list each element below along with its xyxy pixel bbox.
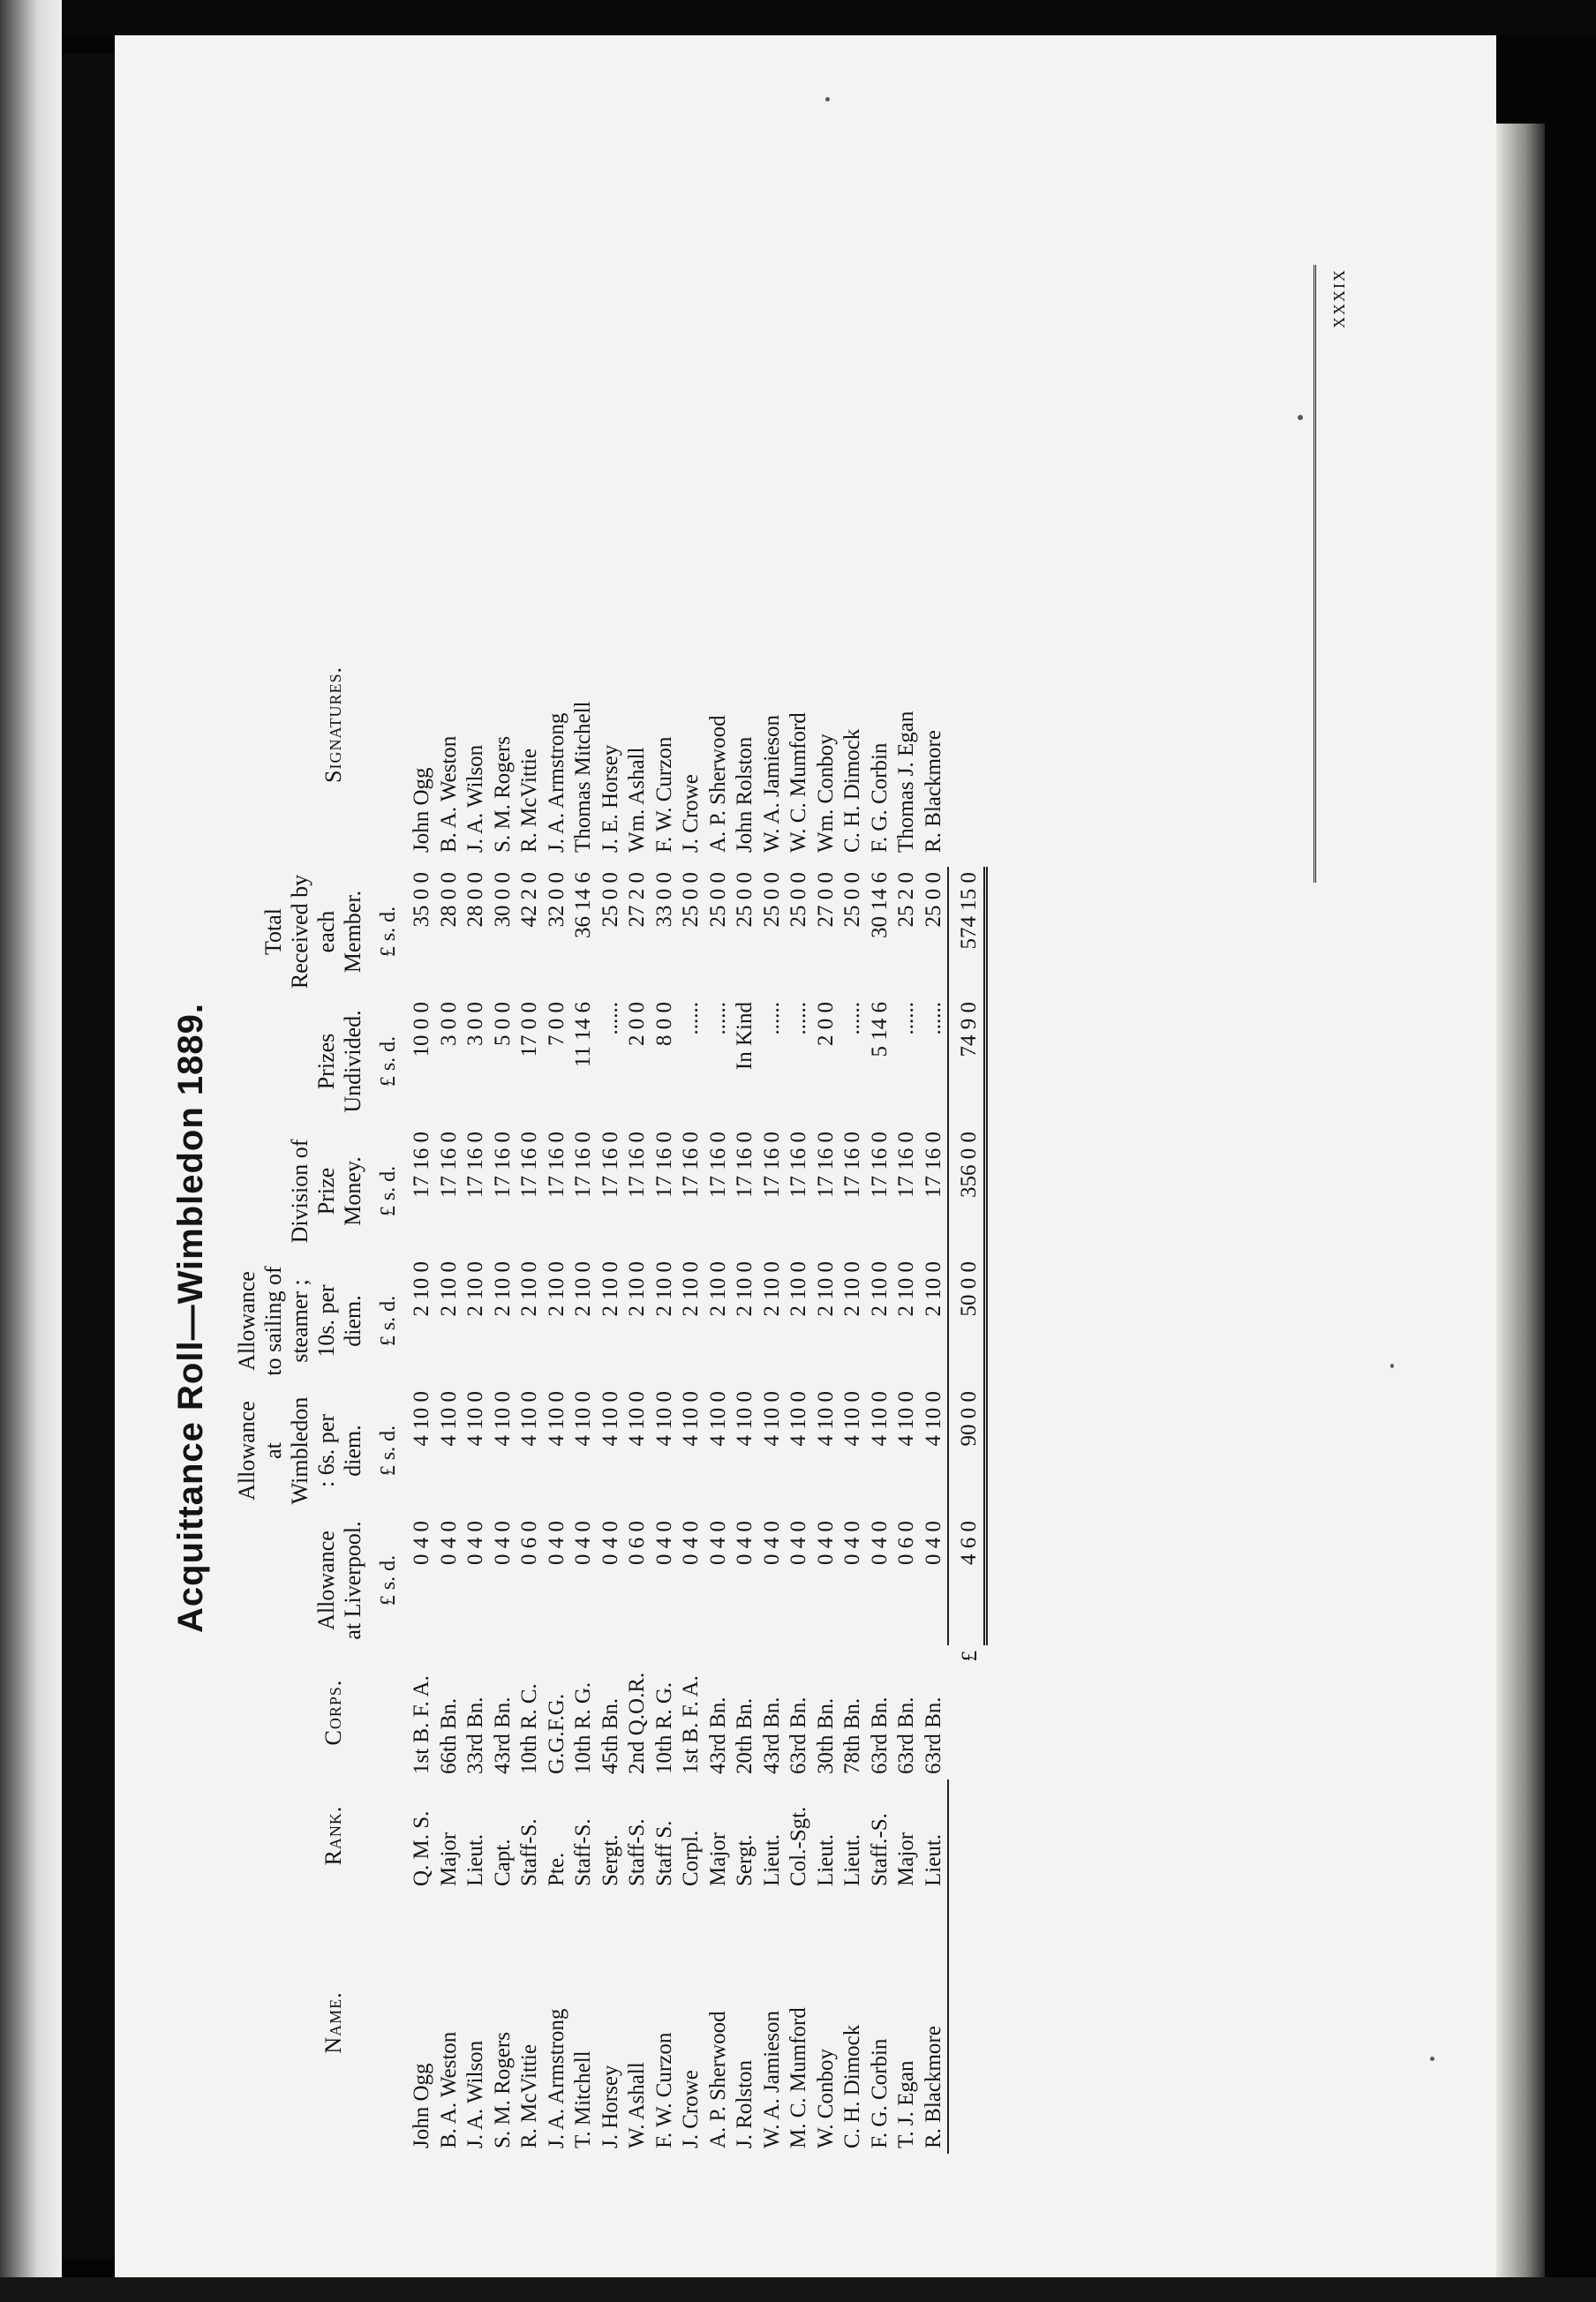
roll-corps: 43rd Bn.: [759, 1696, 784, 1774]
allowance-wimbledon: 4 10 0: [759, 1391, 784, 1447]
total-sailing: 50 0 0: [948, 1256, 985, 1386]
roll-rank: Q. M. S.: [410, 1810, 433, 1886]
header-prizes-undivided: Prizes Undivided. £ s. d.: [313, 1010, 400, 1113]
allowance-liverpool: 0 4 0: [867, 1521, 892, 1565]
signature: F. W. Curzon: [651, 736, 676, 853]
roll-corps: G.G.F.G.: [544, 1693, 568, 1774]
header-rule: [1314, 265, 1316, 883]
scan-top-border: [0, 0, 1596, 35]
prizes-undivided: 10 0 0: [410, 1002, 433, 1057]
roll-name: W. Ashall: [625, 2062, 649, 2148]
total-received: 25 0 0: [759, 872, 784, 928]
scan-speck: [1430, 2057, 1434, 2061]
table-row: [436, 583, 463, 2154]
allowance-liverpool: 0 4 0: [490, 1521, 515, 1565]
roll-name: F. G. Corbin: [867, 2038, 892, 2148]
allowance-wimbledon: 4 10 0: [787, 1391, 810, 1447]
roll-name: John Ogg: [410, 2063, 433, 2148]
roll-rank: Sergt.: [733, 1834, 757, 1886]
total-received: 28 0 0: [436, 872, 461, 928]
roll-name: W. Conboy: [813, 2049, 838, 2148]
roll-corps: 10th R. C.: [517, 1683, 541, 1774]
allowance-wimbledon: 4 10 0: [598, 1391, 622, 1447]
roll-rank: Major: [705, 1832, 730, 1886]
prizes-undivided: ......: [705, 1002, 730, 1035]
allowance-sailing: 2 10 0: [921, 1261, 945, 1317]
prize-division: 17 16 0: [894, 1132, 918, 1198]
prizes-undivided: 11 14 6: [571, 1002, 595, 1068]
roll-rank: Lieut.: [759, 1833, 784, 1886]
scan-bottom-border: [0, 2277, 1596, 2302]
allowance-wimbledon: 4 10 0: [867, 1391, 892, 1447]
allowance-liverpool: 0 4 0: [840, 1521, 864, 1565]
prize-division: 17 16 0: [679, 1132, 703, 1198]
header-corps: Corps.: [320, 1679, 346, 1746]
total-received: 25 0 0: [840, 872, 864, 928]
roll-name: J. Horsey: [598, 2065, 622, 2148]
total-received: 28 0 0: [463, 872, 487, 928]
allowance-liverpool: 0 4 0: [463, 1521, 487, 1565]
table-row: [544, 583, 571, 2154]
allowance-sailing: 2 10 0: [894, 1261, 918, 1317]
total-received: 32 0 0: [544, 872, 568, 928]
allowance-liverpool: 0 4 0: [813, 1521, 838, 1565]
table-row: [409, 583, 436, 2154]
roll-rank: Lieut.: [463, 1833, 487, 1886]
roll-name: W. A. Jamieson: [759, 2010, 784, 2148]
header-signatures: Signatures.: [320, 666, 346, 783]
table-row: [813, 583, 840, 2154]
allowance-liverpool: 0 4 0: [544, 1521, 568, 1565]
prizes-undivided: 3 0 0: [463, 1002, 487, 1046]
total-received: 36 14 6: [571, 872, 595, 938]
roll-corps: 63rd Bn.: [867, 1696, 892, 1774]
roll-corps: 63rd Bn.: [922, 1696, 945, 1774]
allowance-wimbledon: 4 10 0: [813, 1391, 838, 1447]
prize-division: 17 16 0: [733, 1132, 757, 1198]
signature: J. A. Armstrong: [544, 712, 568, 853]
prize-division: 17 16 0: [544, 1132, 568, 1198]
allowance-liverpool: 0 4 0: [787, 1521, 810, 1565]
roll-corps: 1st B. F. A.: [679, 1675, 703, 1774]
allowance-sailing: 2 10 0: [733, 1261, 757, 1317]
total-received: 30 14 6: [867, 872, 892, 938]
prize-division: 17 16 0: [517, 1132, 541, 1198]
total-prizes-undivided: 74 9 0: [948, 997, 985, 1126]
allowance-wimbledon: 4 10 0: [517, 1391, 541, 1447]
allowance-sailing: 2 10 0: [463, 1261, 487, 1317]
roll-name: F. W. Curzon: [651, 2032, 676, 2148]
header-sailing: Allowance to sailing of steamer ; 10s. per diem. £ s. d.: [234, 1266, 400, 1376]
allowance-liverpool: 0 4 0: [679, 1521, 703, 1565]
roll-rank: Col.-Sgt.: [787, 1806, 810, 1886]
allowance-sailing: 2 10 0: [759, 1261, 784, 1317]
allowance-liverpool: 0 4 0: [651, 1521, 676, 1565]
prizes-undivided: ......: [787, 1002, 810, 1035]
table-row: [839, 583, 867, 2154]
roll-name: T. Mitchell: [571, 2050, 595, 2148]
roll-name: B. A. Weston: [436, 2031, 461, 2148]
document-title: Acquittance Roll—Wimbledon 1889.: [171, 1003, 210, 1633]
allowance-sailing: 2 10 0: [867, 1261, 892, 1317]
roll-name: A. P. Sherwood: [705, 2011, 730, 2148]
signature: John Ogg: [410, 767, 433, 853]
page-number: xxxix: [1324, 268, 1350, 328]
roll-corps: 43rd Bn.: [705, 1696, 730, 1774]
signature: R. Blackmore: [922, 730, 945, 853]
roll-corps: 20th Bn.: [733, 1697, 757, 1774]
total-received: 25 0 0: [733, 872, 757, 928]
prizes-undivided: 3 0 0: [436, 1002, 461, 1046]
signature: J. Crowe: [679, 774, 703, 853]
allowance-liverpool: 0 4 0: [598, 1521, 622, 1565]
allowance-sailing: 2 10 0: [840, 1261, 864, 1317]
scan-speck: [825, 97, 830, 102]
totals-blank: [948, 583, 985, 867]
header-liverpool: Allowance at Liverpool. £ s. d.: [313, 1521, 400, 1640]
roll-name: S. M. Rogers: [490, 2032, 515, 2148]
prizes-undivided: 8 0 0: [651, 1002, 676, 1046]
roll-rank: Pte.: [544, 1852, 568, 1886]
acquittance-table: [234, 583, 988, 2154]
allowance-liverpool: 0 6 0: [517, 1521, 541, 1565]
roll-name: M. C. Mumford: [787, 2007, 810, 2148]
roll-name: J. Rolston: [733, 2059, 757, 2148]
roll-corps: 63rd Bn.: [787, 1696, 810, 1774]
allowance-wimbledon: 4 10 0: [410, 1391, 433, 1447]
signature: Wm. Ashall: [625, 747, 649, 853]
total-wimbledon: 90 0 0: [948, 1386, 985, 1516]
total-received: 42 2 0: [517, 872, 541, 928]
signature: J. E. Horsey: [598, 744, 622, 853]
table-row: [786, 583, 813, 2154]
roll-corps: 10th R. G.: [651, 1681, 676, 1774]
roll-corps: 2nd Q.O.R.: [625, 1672, 649, 1774]
prizes-undivided: ......: [679, 1002, 703, 1035]
allowance-wimbledon: 4 10 0: [463, 1391, 487, 1447]
totals-blank: [948, 1779, 985, 1892]
total-prize-division: 356 0 0: [948, 1126, 985, 1256]
table-row: [516, 583, 544, 2154]
roll-corps: 1st B. F. A.: [410, 1675, 433, 1774]
table-row: [732, 583, 759, 2154]
signature: W. A. Jamieson: [759, 714, 784, 853]
allowance-wimbledon: 4 10 0: [436, 1391, 461, 1447]
table-body: [409, 583, 948, 2154]
prize-division: 17 16 0: [651, 1132, 676, 1198]
prizes-undivided: ......: [598, 1002, 622, 1035]
roll-name: R. McVittie: [517, 2044, 541, 2148]
prizes-undivided: ......: [921, 1002, 945, 1035]
total-received: 25 0 0: [921, 872, 945, 928]
prize-division: 17 16 0: [759, 1132, 784, 1198]
rotated-document: [150, 265, 1368, 2163]
total-received: 30 0 0: [490, 872, 515, 928]
signature: R. McVittie: [517, 749, 541, 853]
prize-division: 17 16 0: [598, 1132, 622, 1198]
signature: Thomas J. Egan: [894, 711, 918, 853]
prize-division: 17 16 0: [410, 1132, 433, 1198]
prizes-undivided: ......: [894, 1002, 918, 1035]
table-row: [705, 583, 733, 2154]
header-prize-division: Division of Prize Money. £ s. d.: [287, 1139, 400, 1244]
header-total: Total Received by each Member. £ s. d.: [260, 874, 400, 989]
roll-corps: 10th R. G.: [571, 1681, 595, 1774]
roll-rank: Major: [436, 1832, 461, 1886]
total-received: 25 0 0: [598, 872, 622, 928]
signature: F. G. Corbin: [867, 742, 892, 853]
table-row: [624, 583, 651, 2154]
prizes-undivided: 5 14 6: [867, 1002, 892, 1057]
header-name: Name.: [320, 1991, 346, 2054]
roll-name: J. A. Armstrong: [544, 2008, 568, 2148]
table-row: [678, 583, 705, 2154]
totals-currency: £: [957, 1651, 982, 1662]
table-row: [570, 583, 598, 2154]
prizes-undivided: 2 0 0: [813, 1002, 838, 1046]
roll-rank: Corpl.: [679, 1830, 703, 1886]
table-row: [490, 583, 517, 2154]
allowance-sailing: 2 10 0: [410, 1261, 433, 1317]
allowance-sailing: 2 10 0: [625, 1261, 649, 1317]
total-received: 25 0 0: [679, 872, 703, 928]
allowance-sailing: 2 10 0: [787, 1261, 810, 1317]
allowance-wimbledon: 4 10 0: [733, 1391, 757, 1447]
signature: Thomas Mitchell: [571, 701, 595, 853]
prizes-undivided: ......: [840, 1002, 864, 1035]
allowance-liverpool: 0 4 0: [571, 1521, 595, 1565]
allowance-wimbledon: 4 10 0: [894, 1391, 918, 1447]
roll-rank: Sergt.: [598, 1834, 622, 1886]
signature: B. A. Weston: [436, 735, 461, 853]
prize-division: 17 16 0: [490, 1132, 515, 1198]
signature: John Rolston: [733, 736, 757, 853]
roll-corps: 33rd Bn.: [463, 1696, 487, 1774]
total-received: 35 0 0: [410, 872, 433, 928]
allowance-sailing: 2 10 0: [436, 1261, 461, 1317]
roll-rank: Staff-S.: [571, 1818, 595, 1886]
allowance-liverpool: 0 4 0: [733, 1521, 757, 1565]
roll-corps: 66th Bn.: [436, 1697, 461, 1774]
prize-division: 17 16 0: [787, 1132, 810, 1198]
roll-corps: 45th Bn.: [598, 1697, 622, 1774]
total-received: 574 15 0: [948, 867, 985, 997]
allowance-liverpool: 0 4 0: [705, 1521, 730, 1565]
roll-rank: Staff S.: [651, 1820, 676, 1886]
allowance-wimbledon: 4 10 0: [679, 1391, 703, 1447]
roll-rank: Capt.: [490, 1839, 515, 1886]
totals-row: [948, 583, 985, 2154]
total-received: 25 2 0: [894, 872, 918, 928]
roll-corps: 78th Bn.: [840, 1697, 864, 1774]
allowance-liverpool: 0 4 0: [436, 1521, 461, 1565]
allowance-liverpool: 0 4 0: [410, 1521, 433, 1565]
allowance-sailing: 2 10 0: [679, 1261, 703, 1317]
total-received: 27 2 0: [625, 872, 649, 928]
prizes-undivided: 7 0 0: [544, 1002, 568, 1046]
prize-division: 17 16 0: [625, 1132, 649, 1198]
total-received: 25 0 0: [705, 872, 730, 928]
roll-rank: Lieut.: [840, 1833, 864, 1886]
allowance-wimbledon: 4 10 0: [544, 1391, 568, 1447]
allowance-sailing: 2 10 0: [517, 1261, 541, 1317]
allowance-sailing: 2 10 0: [544, 1261, 568, 1317]
allowance-sailing: 2 10 0: [705, 1261, 730, 1317]
table-row: [598, 583, 625, 2154]
header-wimbledon: Allowance at Wimbledon : 6s. per diem. £ s. d.: [234, 1396, 400, 1505]
prizes-undivided: In Kind: [733, 1002, 757, 1071]
signature: Wm. Conboy: [813, 733, 838, 853]
roll-rank: Staff.-S.: [867, 1813, 892, 1886]
prize-division: 17 16 0: [921, 1132, 945, 1198]
scan-speck: [1390, 1364, 1394, 1368]
total-received: 33 0 0: [651, 872, 676, 928]
facing-page-edge: [0, 0, 62, 2302]
signature: W. C. Mumford: [787, 712, 810, 853]
allowance-wimbledon: 4 10 0: [705, 1391, 730, 1447]
allowance-liverpool: 0 6 0: [894, 1521, 918, 1565]
prize-division: 17 16 0: [463, 1132, 487, 1198]
prize-division: 17 16 0: [436, 1132, 461, 1198]
page-fore-edge: [1496, 124, 1545, 2302]
prizes-undivided: 2 0 0: [625, 1002, 649, 1046]
allowance-sailing: 2 10 0: [598, 1261, 622, 1317]
allowance-liverpool: 0 4 0: [759, 1521, 784, 1565]
total-liverpool: 4 6 0: [948, 1516, 985, 1645]
roll-name: C. H. Dimock: [840, 2024, 864, 2148]
roll-rank: Lieut.: [813, 1833, 838, 1886]
signature: C. H. Dimock: [840, 728, 864, 853]
table-row: [463, 583, 490, 2154]
prize-division: 17 16 0: [571, 1132, 595, 1198]
prize-division: 17 16 0: [867, 1132, 892, 1198]
allowance-wimbledon: 4 10 0: [840, 1391, 864, 1447]
prize-division: 17 16 0: [840, 1132, 864, 1198]
allowance-sailing: 2 10 0: [651, 1261, 676, 1317]
roll-rank: Staff-S.: [517, 1818, 541, 1886]
roll-name: R. Blackmore: [921, 2026, 945, 2148]
allowance-sailing: 2 10 0: [490, 1261, 515, 1317]
roll-name: T. J. Egan: [894, 2060, 918, 2148]
allowance-wimbledon: 4 10 0: [625, 1391, 649, 1447]
prizes-undivided: ......: [759, 1002, 784, 1035]
signature: S. M. Rogers: [490, 736, 515, 853]
allowance-wimbledon: 4 10 0: [490, 1391, 515, 1447]
total-received: 25 0 0: [787, 872, 810, 928]
allowance-sailing: 2 10 0: [571, 1261, 595, 1317]
roll-corps: 30th Bn.: [813, 1697, 838, 1774]
roll-name: J. A. Wilson: [463, 2040, 487, 2148]
allowance-liverpool: 0 6 0: [625, 1521, 649, 1565]
table-row: [867, 583, 894, 2154]
prize-division: 17 16 0: [705, 1132, 730, 1198]
roll-rank: Lieut.: [921, 1833, 945, 1886]
header-rank: Rank.: [320, 1805, 346, 1866]
allowance-wimbledon: 4 10 0: [571, 1391, 595, 1447]
totals-blank: [948, 1892, 985, 2154]
signature: J. A. Wilson: [463, 744, 487, 853]
table-row: [921, 583, 949, 2154]
allowance-sailing: 2 10 0: [813, 1261, 838, 1317]
book-gutter: [62, 53, 115, 2260]
prize-division: 17 16 0: [813, 1132, 838, 1198]
roll-corps: 63rd Bn.: [894, 1696, 918, 1774]
table-row: [651, 583, 679, 2154]
roll-rank: Staff-S.: [625, 1818, 649, 1886]
allowance-liverpool: 0 4 0: [921, 1521, 945, 1565]
table-row: [759, 583, 787, 2154]
signature: A. P. Sherwood: [705, 715, 730, 853]
prizes-undivided: 17 0 0: [517, 1002, 541, 1057]
prizes-undivided: 5 0 0: [490, 1002, 515, 1046]
table-header-row: [234, 583, 409, 2154]
allowance-wimbledon: 4 10 0: [651, 1391, 676, 1447]
total-received: 27 0 0: [813, 872, 838, 928]
table-row: [893, 583, 921, 2154]
allowance-wimbledon: 4 10 0: [921, 1391, 945, 1447]
roll-corps: 43rd Bn.: [490, 1696, 515, 1774]
roll-rank: Major: [894, 1832, 918, 1886]
roll-name: J. Crowe: [679, 2070, 703, 2148]
